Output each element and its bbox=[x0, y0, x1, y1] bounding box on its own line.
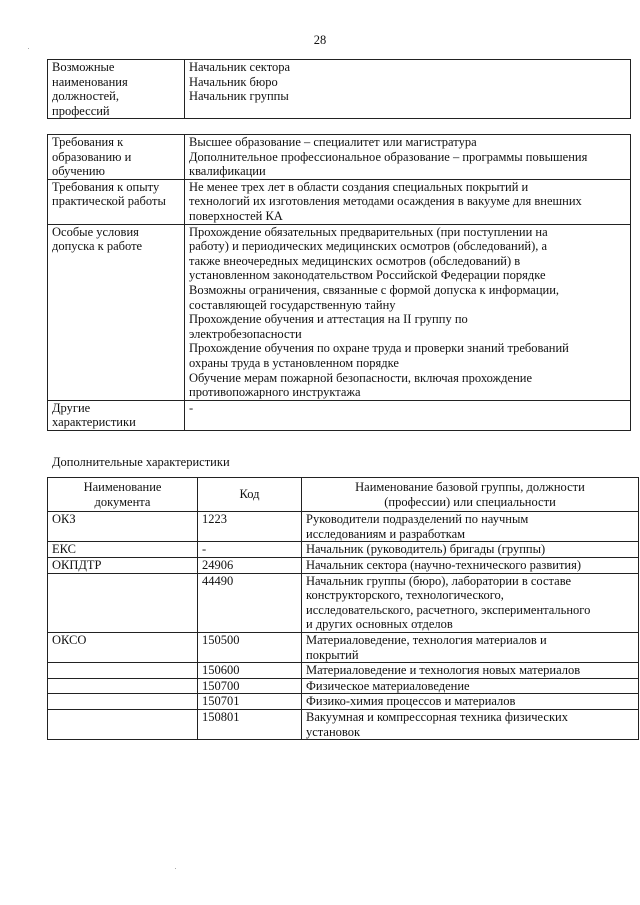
header-line: (профессии) или специальности bbox=[384, 494, 556, 509]
positions-label-cell bbox=[48, 60, 185, 119]
table-row bbox=[48, 573, 639, 632]
name-line: Начальник (руководитель) бригады (группы) bbox=[306, 542, 546, 557]
table-row bbox=[48, 60, 631, 119]
column-header-document bbox=[48, 478, 198, 512]
name-line: Руководители подразделений по научным bbox=[306, 512, 529, 527]
name-line: установок bbox=[306, 724, 361, 739]
value-line: технологий их изготовления методами осаждения в вакууме для внешних bbox=[189, 194, 582, 209]
characteristics-table bbox=[47, 477, 639, 740]
position-name: Начальник группы bbox=[189, 89, 289, 104]
name-line: Начальник сектора (научно-технического развития) bbox=[306, 557, 582, 572]
document-cell bbox=[48, 663, 198, 679]
label-line: Требования к bbox=[52, 135, 124, 149]
name-cell bbox=[302, 512, 639, 542]
table-row bbox=[48, 179, 631, 224]
code-cell: 150500 bbox=[198, 632, 302, 662]
code-cell: 150600 bbox=[198, 663, 302, 679]
name-line: Вакуумная и компрессорная техника физических bbox=[306, 709, 568, 724]
table-row bbox=[48, 512, 639, 542]
extra-characteristics-heading: Дополнительные характеристики bbox=[52, 455, 230, 469]
value-line: Прохождение обучения по охране труда и проверки знаний требований bbox=[189, 341, 569, 356]
requirements-table bbox=[47, 134, 631, 431]
label-line: Требования к опыту bbox=[52, 179, 160, 194]
requirement-label-cell bbox=[48, 135, 185, 180]
name-line: Физическое материаловедение bbox=[306, 678, 470, 693]
table-row bbox=[48, 224, 631, 400]
document-cell: ОКЗ bbox=[48, 512, 198, 542]
code-cell: - bbox=[198, 542, 302, 558]
value-line: квалификации bbox=[189, 164, 266, 179]
code-cell: 150701 bbox=[198, 694, 302, 710]
name-cell bbox=[302, 663, 639, 679]
name-line: Материаловедение и технология новых материалов bbox=[306, 663, 581, 678]
column-header-code bbox=[198, 478, 302, 512]
document-cell bbox=[48, 694, 198, 710]
code-cell: 24906 bbox=[198, 557, 302, 573]
document-cell bbox=[48, 573, 198, 632]
label-line: допуска к работе bbox=[52, 239, 143, 254]
value-line: поверхностей КА bbox=[189, 208, 283, 223]
requirement-value-cell bbox=[185, 224, 631, 400]
name-line: исследованиям и разработкам bbox=[306, 526, 466, 541]
value-line: также внеочередных медицинских осмотров (обследований) в bbox=[189, 253, 521, 268]
header-line: Код bbox=[239, 487, 260, 502]
label-line: профессий bbox=[52, 103, 110, 118]
value-line: составляющей государственную тайну bbox=[189, 297, 396, 312]
name-cell bbox=[302, 694, 639, 710]
requirement-value-cell bbox=[185, 400, 631, 430]
name-cell bbox=[302, 542, 639, 558]
name-cell bbox=[302, 709, 639, 739]
value-line: - bbox=[189, 400, 194, 415]
position-name: Начальник сектора bbox=[189, 60, 291, 74]
table-row bbox=[48, 709, 639, 739]
label-line: образованию и bbox=[52, 149, 132, 164]
value-line: Дополнительное профессиональное образование – программы повышения bbox=[189, 149, 588, 164]
label-line: характеристики bbox=[52, 415, 136, 430]
value-line: противопожарного инструктажа bbox=[189, 385, 361, 400]
name-line: и других основных отделов bbox=[306, 617, 453, 632]
value-line: Обучение мерам пожарной безопасности, включая прохождение bbox=[189, 370, 532, 385]
name-line: исследовательского, расчетного, экспериментального bbox=[306, 602, 591, 617]
code-cell: 150700 bbox=[198, 678, 302, 694]
name-cell bbox=[302, 557, 639, 573]
positions-table bbox=[47, 59, 631, 119]
label-line: практической работы bbox=[52, 194, 166, 209]
table-row bbox=[48, 400, 631, 430]
value-line: Не менее трех лет в области создания специальных покрытий и bbox=[189, 179, 529, 194]
label-line: наименования bbox=[52, 74, 128, 89]
name-line: Физико-химия процессов и материалов bbox=[306, 694, 516, 709]
scan-speck bbox=[175, 868, 176, 869]
code-cell: 44490 bbox=[198, 573, 302, 632]
name-line: Материаловедение, технология материалов и bbox=[306, 632, 547, 647]
table-header-row bbox=[48, 478, 639, 512]
characteristics-body bbox=[48, 512, 639, 740]
requirement-label-cell bbox=[48, 400, 185, 430]
header-line: Наименование базовой группы, должности bbox=[355, 480, 585, 494]
name-line: покрытий bbox=[306, 647, 359, 662]
value-line: Возможны ограничения, связанные с формой допуска к информации, bbox=[189, 282, 560, 297]
value-line: Высшее образование – специалитет или магистратура bbox=[189, 135, 477, 149]
document-cell bbox=[48, 678, 198, 694]
requirement-value-cell bbox=[185, 135, 631, 180]
value-line: установленном законодательством Российской Федерации порядке bbox=[189, 268, 546, 283]
document-cell: ЕКС bbox=[48, 542, 198, 558]
label-line: Особые условия bbox=[52, 224, 139, 239]
value-line: работу) и периодических медицинских осмотров (обследований), а bbox=[189, 239, 548, 254]
label-line: Возможные bbox=[52, 60, 115, 74]
value-line: Прохождение обучения и аттестация на II группу по bbox=[189, 312, 468, 327]
name-line: Начальник группы (бюро), лаборатории в составе bbox=[306, 573, 572, 588]
label-line: Другие bbox=[52, 400, 91, 415]
table-row bbox=[48, 542, 639, 558]
table-row bbox=[48, 663, 639, 679]
code-cell: 1223 bbox=[198, 512, 302, 542]
value-line: охраны труда в установленном порядке bbox=[189, 355, 399, 370]
table-row bbox=[48, 632, 639, 662]
name-line: конструкторского, технологического, bbox=[306, 588, 504, 603]
name-cell bbox=[302, 678, 639, 694]
document-cell: ОКПДТР bbox=[48, 557, 198, 573]
scan-speck bbox=[28, 48, 29, 49]
requirement-value-cell bbox=[185, 179, 631, 224]
requirement-label-cell bbox=[48, 224, 185, 400]
table-row bbox=[48, 135, 631, 180]
table-row bbox=[48, 678, 639, 694]
name-cell bbox=[302, 573, 639, 632]
code-cell: 150801 bbox=[198, 709, 302, 739]
name-cell bbox=[302, 632, 639, 662]
document-cell bbox=[48, 709, 198, 739]
label-line: обучению bbox=[52, 164, 105, 179]
value-line: электробезопасности bbox=[189, 326, 302, 341]
label-line: должностей, bbox=[52, 89, 119, 104]
page-number: 28 bbox=[313, 33, 327, 47]
table-row bbox=[48, 557, 639, 573]
table-row bbox=[48, 694, 639, 710]
header-line: Наименование bbox=[83, 480, 162, 494]
header-line: документа bbox=[94, 494, 151, 509]
value-line: Прохождение обязательных предварительных (при поступлении на bbox=[189, 224, 548, 239]
column-header-name bbox=[302, 478, 639, 512]
requirement-label-cell bbox=[48, 179, 185, 224]
document-cell: ОКСО bbox=[48, 632, 198, 662]
positions-values-cell bbox=[185, 60, 631, 119]
position-name: Начальник бюро bbox=[189, 74, 278, 89]
